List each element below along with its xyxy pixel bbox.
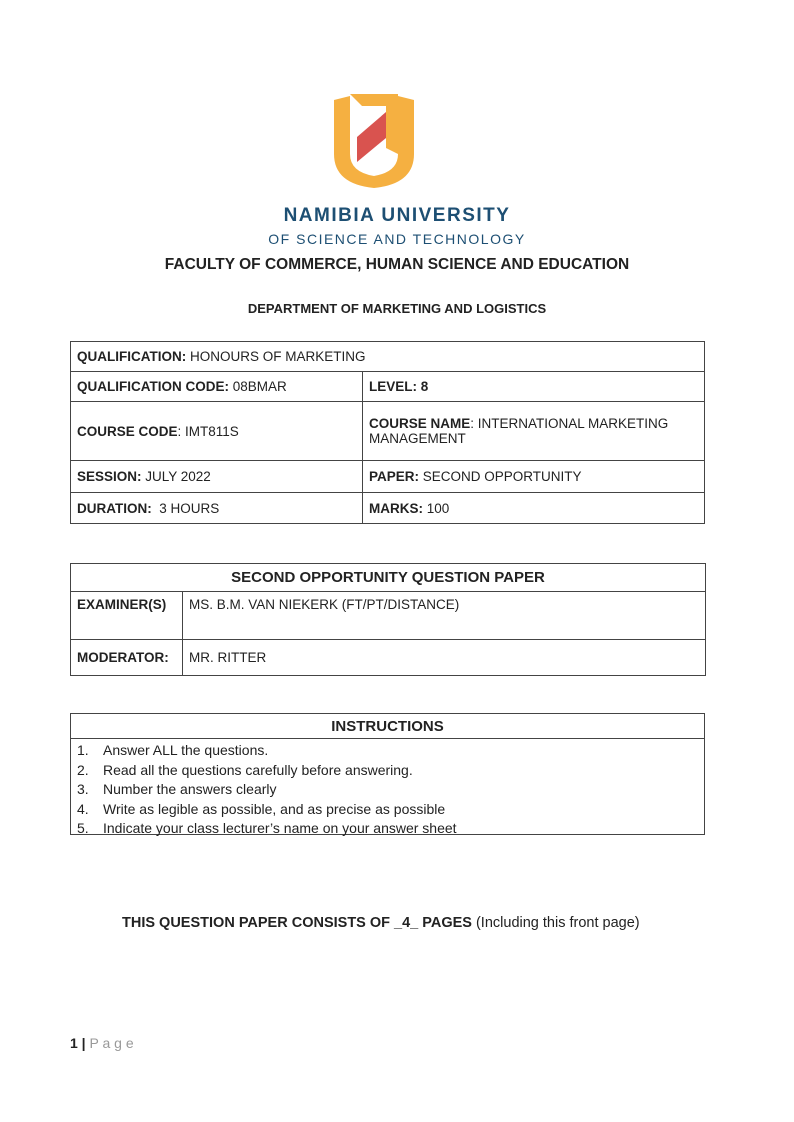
pages-note: THIS QUESTION PAPER CONSISTS OF _4_ PAGES (Including this front page) (122, 915, 640, 931)
examiners-table (70, 563, 706, 676)
instruction-item (71, 819, 704, 839)
department-title: DEPARTMENT OF MARKETING AND LOGISTICS (247, 301, 547, 316)
course-details-table (70, 341, 705, 524)
paper-type-title: SECOND OPPORTUNITY QUESTION PAPER (71, 564, 706, 592)
session-cell: SESSION: JULY 2022 (71, 461, 363, 493)
instructions-title: INSTRUCTIONS (71, 714, 704, 739)
paper-cell: PAPER: SECOND OPPORTUNITY (363, 461, 705, 493)
instruction-item (71, 741, 704, 761)
course-code-cell: COURSE CODE: IMT811S (71, 402, 363, 461)
instruction-number: 4. (77, 800, 89, 817)
level-cell: LEVEL: 8 (363, 372, 705, 402)
instruction-number: 5. (77, 820, 89, 836)
marks-cell: MARKS: 100 (363, 493, 705, 524)
instruction-item (71, 800, 704, 820)
qualification-code-cell: QUALIFICATION CODE: 08BMAR (71, 372, 363, 402)
instruction-number: 1. (77, 742, 89, 758)
instruction-text: Answer ALL the questions. (103, 742, 269, 758)
instruction-item (71, 761, 704, 781)
university-logo (330, 92, 418, 190)
university-name: NAMIBIA UNIVERSITY (283, 205, 511, 226)
faculty-title: FACULTY OF COMMERCE, HUMAN SCIENCE AND EDUCATION (164, 256, 630, 273)
instruction-text: Number the answers clearly (103, 781, 277, 797)
examiner-value: MS. B.M. VAN NIEKERK (FT/PT/DISTANCE) (183, 592, 706, 640)
moderator-value: MR. RITTER (183, 640, 706, 676)
university-subtitle: OF SCIENCE AND TECHNOLOGY (268, 231, 526, 247)
moderator-label: MODERATOR: (71, 640, 183, 676)
instruction-number: 2. (77, 761, 89, 778)
examiner-label: EXAMINER(S) (71, 592, 183, 640)
instruction-text: Write as legible as possible, and as precise as possible (103, 800, 446, 817)
qualification-cell: QUALIFICATION: HONOURS OF MARKETING (71, 342, 705, 372)
instructions-box (70, 713, 705, 835)
instruction-number: 3. (77, 781, 89, 797)
instruction-item (71, 780, 704, 800)
instruction-text: Read all the questions carefully before answering. (103, 761, 413, 778)
course-name-cell: COURSE NAME: INTERNATIONAL MARKETING MANAGEMENT (363, 402, 705, 461)
page-footer: 1 | P a g e (70, 1035, 134, 1051)
duration-cell: DURATION: 3 HOURS (71, 493, 363, 524)
instruction-text: Indicate your class lecturer’s name on your answer sheet (103, 820, 457, 836)
